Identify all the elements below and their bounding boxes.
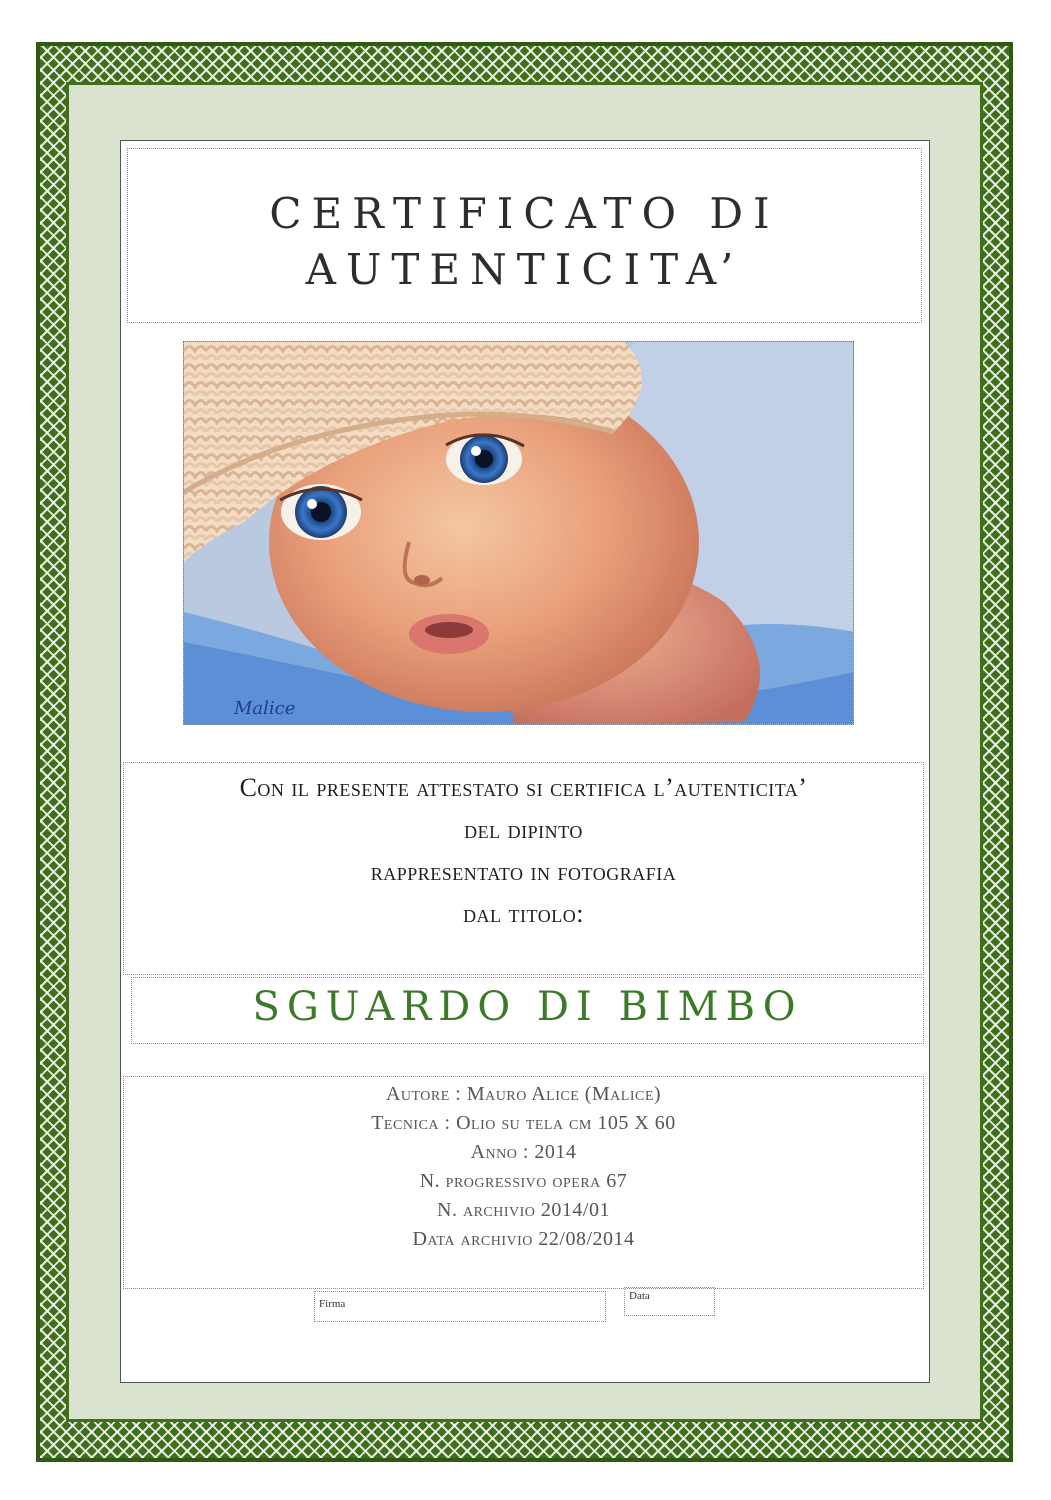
data-label: Data — [629, 1290, 650, 1302]
statement-line-2: del dipinto — [464, 815, 583, 844]
painting-signature: Malice — [234, 698, 296, 719]
statement-line-1: Con il presente attestato si certifica l’autenticita’ — [239, 773, 808, 802]
firma-field[interactable] — [314, 1291, 606, 1322]
painting-title-box — [131, 977, 924, 1044]
baby-painting-image — [184, 342, 854, 725]
detail-anno: Anno : 2014 — [470, 1141, 577, 1163]
statement-line-3: rappresentato in fotografia — [370, 857, 677, 886]
details-box — [123, 1076, 924, 1289]
firma-label: Firma — [319, 1298, 346, 1310]
certificate-title-line-1: CERTIFICATO DI — [269, 189, 780, 238]
detail-autore: Autore : Mauro Alice (Malice) — [385, 1083, 662, 1105]
detail-progressivo: N. progressivo opera 67 — [419, 1170, 628, 1192]
statement-line-4: dal titolo: — [463, 899, 584, 928]
detail-tecnica: Tecnica : Olio su tela cm 105 X 60 — [371, 1112, 676, 1134]
painting-title: SGUARDO DI BIMBO — [252, 984, 803, 1030]
data-field[interactable] — [624, 1287, 715, 1316]
detail-data-archivio: Data archivio 22/08/2014 — [412, 1228, 635, 1250]
statement-box — [123, 762, 924, 975]
certificate-title-line-2: AUTENTICITA’ — [305, 245, 744, 294]
title-box — [127, 148, 922, 323]
detail-archivio: N. archivio 2014/01 — [437, 1199, 610, 1221]
painting-photo — [183, 341, 854, 725]
